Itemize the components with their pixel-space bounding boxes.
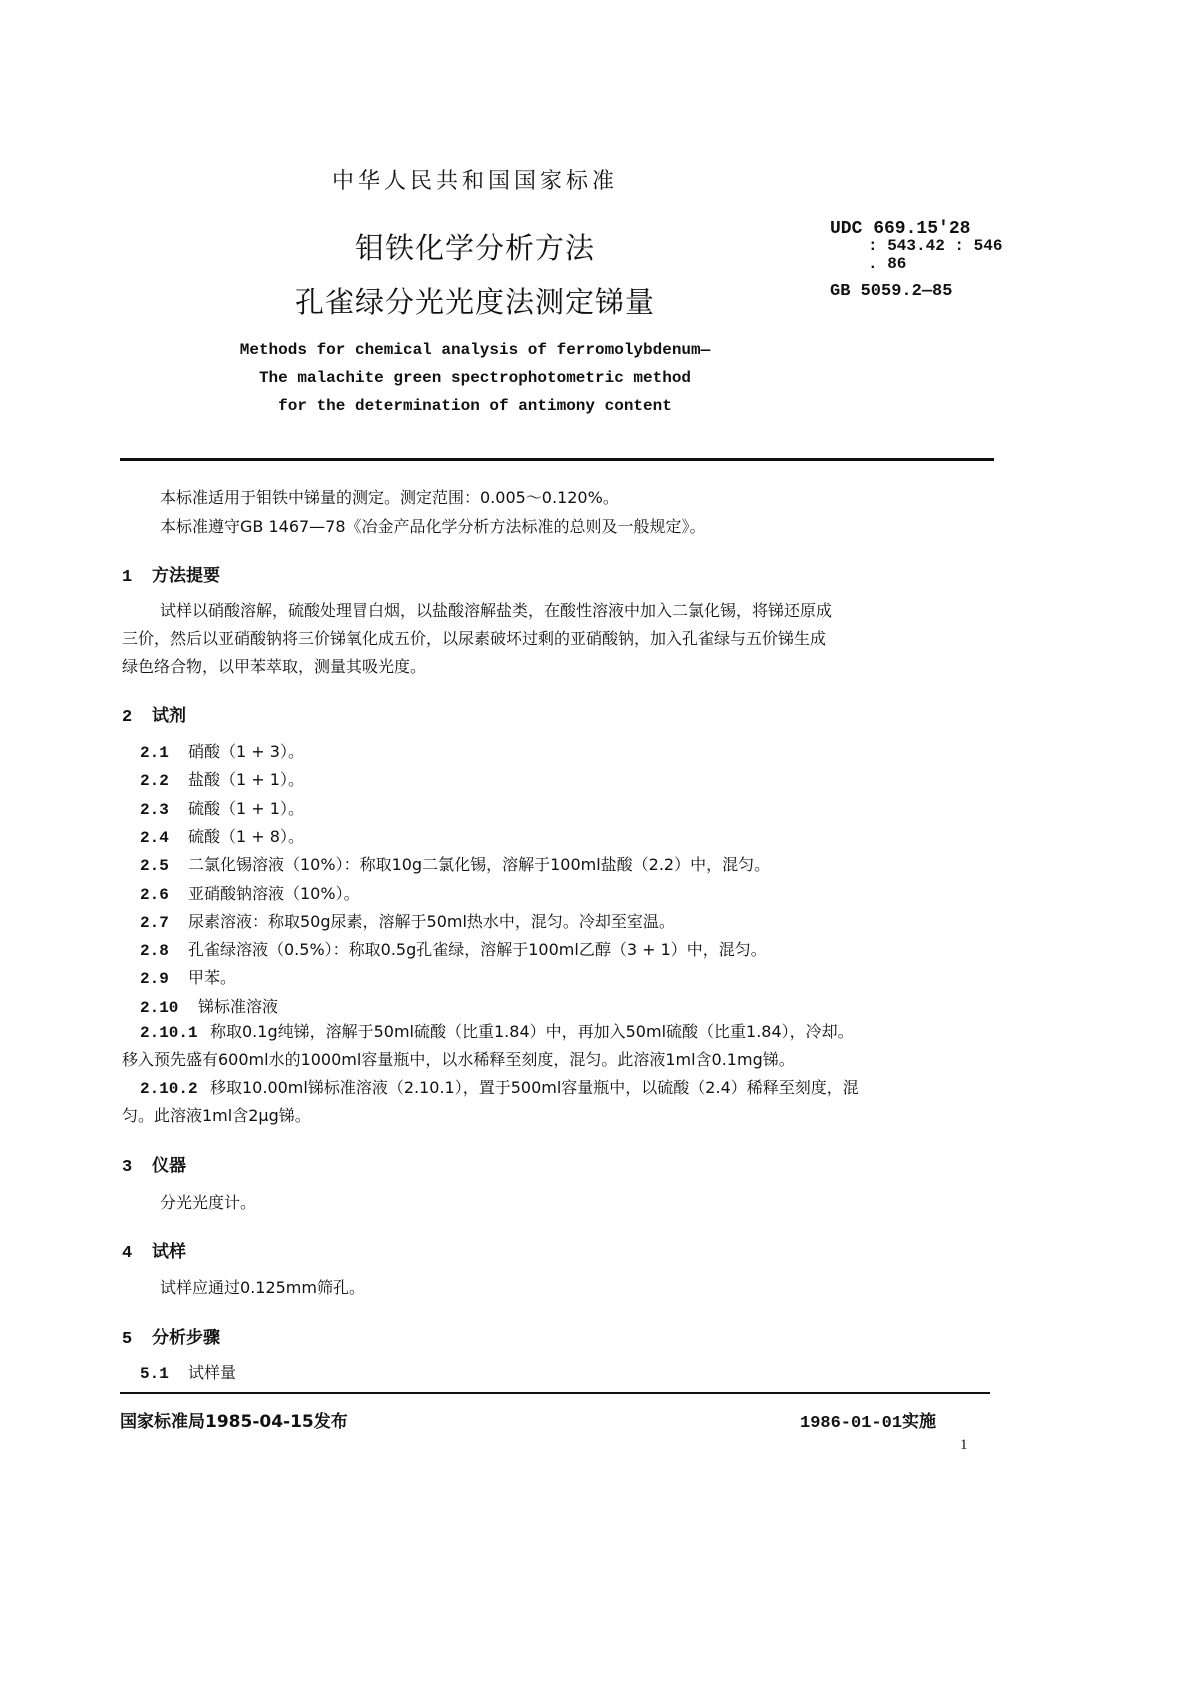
intro-line-2: 本标准遵守GB 1467—78《冶金产品化学分析方法标准的总则及一般规定》。 (160, 517, 706, 536)
item-2-10-2-line-1: 2.10.2 移取10.00ml锑标准溶液（2.10.1），置于500ml容量瓶中，以硫酸（2.4）稀释至刻度，混 (140, 1078, 859, 1098)
reagent-item (140, 909, 675, 932)
reagent-number: 2.8 (140, 942, 169, 961)
item-2-10-1-line-2: 移入预先盛有600ml水的1000ml容量瓶中，以水稀释至刻度，混匀。此溶液1ml含0.1mg锑。 (122, 1050, 795, 1069)
reagent-number: 2.6 (140, 885, 169, 904)
reagent-item (140, 994, 278, 1017)
udc-line-1: UDC 669.15′28 (830, 219, 971, 239)
reagent-number: 2.7 (140, 913, 169, 932)
english-title-1: Methods for chemical analysis of ferromolybdenum— (239, 341, 711, 359)
section-5-1-heading: 5.1 试样量 (140, 1363, 237, 1383)
reagent-text: 硝酸（1 + 3）。 (188, 742, 304, 761)
reagent-number: 2.10 (140, 998, 179, 1017)
header-divider (120, 458, 994, 461)
udc-line-2: : 543.42 : 546 (868, 237, 1003, 255)
section-1-heading: 1 方法提要 (122, 566, 220, 587)
section-5-heading: 5 分析步骤 (122, 1328, 220, 1349)
reagent-text: 甲苯。 (188, 968, 237, 988)
title-line-2: 孔雀绿分光光度法测定锑量 (294, 285, 655, 319)
footer-divider (120, 1392, 990, 1394)
reagent-number: 2.1 (140, 744, 169, 762)
intro-line-1: 本标准适用于钼铁中锑量的测定。测定范围：0.005～0.120%。 (160, 488, 619, 507)
item-2-10-1-line-1: 2.10.1 称取0.1g纯锑，溶解于50ml硫酸（比重1.84）中，再加入50ml硫酸（比重1.84），冷却。 (140, 1022, 854, 1042)
reagent-text: 锑标准溶液 (198, 996, 279, 1016)
gb-number: GB 5059.2—85 (830, 282, 953, 301)
page-number: 1 (960, 1437, 968, 1453)
effective-date: 1986-01-01实施 (800, 1414, 937, 1433)
reagent-item (140, 852, 770, 875)
reagent-item (140, 937, 767, 960)
english-title-3: for the determination of antimony content (278, 397, 672, 415)
udc-line-3: . 86 (868, 255, 907, 273)
reagent-text: 盐酸（1 + 1）。 (188, 770, 304, 790)
section-1-text-3: 绿色络合物，以甲苯萃取，测量其吸光度。 (122, 657, 427, 676)
reagent-text: 孔雀绿溶液（0.5%）：称取0.5g孔雀绿，溶解于100ml乙醇（3 + 1）中，混匀。 (188, 940, 767, 960)
reagent-text: 二氯化锡溶液（10%）：称取10g二氯化锡，溶解于100ml盐酸（2.2）中，混匀。 (188, 855, 771, 875)
section-4-text: 试样应通过0.125mm筛孔。 (160, 1278, 365, 1297)
reagent-number: 2.5 (140, 857, 169, 876)
reagent-number: 2.4 (140, 828, 169, 847)
section-3-heading: 3 仪器 (122, 1156, 186, 1177)
reagent-item (140, 881, 360, 904)
reagent-text: 尿素溶液：称取50g尿素，溶解于50ml热水中，混匀。冷却至室温。 (188, 911, 675, 931)
section-1-text-2: 三价，然后以亚硝酸钠将三价锑氧化成五价，以尿素破坏过剩的亚硝酸钠，加入孔雀绿与五价锑生成 (122, 629, 827, 648)
reagent-number: 2.9 (140, 970, 169, 989)
reagent-item (140, 824, 304, 847)
reagent-text: 硫酸（1 + 8）。 (188, 826, 304, 846)
reagent-number: 2.2 (140, 772, 169, 791)
section-2-heading: 2 试剂 (122, 706, 186, 727)
reagent-item (140, 767, 304, 790)
title-line-1: 钼铁化学分析方法 (354, 231, 595, 265)
reagent-item (140, 965, 236, 988)
issuing-header: 中华人民共和国国家标准 (331, 169, 618, 194)
reagent-number: 2.3 (140, 800, 169, 819)
reagent-text: 亚硝酸钠溶液（10%）。 (188, 883, 360, 903)
reagent-item (140, 796, 304, 819)
reagent-text: 硫酸（1 + 1）。 (188, 798, 304, 818)
english-title-2: The malachite green spectrophotometric method (258, 369, 692, 387)
section-3-text: 分光光度计。 (160, 1193, 257, 1212)
item-2-10-2-line-2: 匀。此溶液1ml含2μg锑。 (122, 1106, 311, 1125)
section-4-heading: 4 试样 (122, 1242, 186, 1263)
reagent-item (140, 739, 304, 762)
section-1-text-1: 试样以硝酸溶解，硫酸处理冒白烟，以盐酸溶解盐类，在酸性溶液中加入二氯化锡，将锑还原成 (160, 601, 833, 620)
issued-date: 国家标准局1985-04-15发布 (120, 1412, 348, 1432)
